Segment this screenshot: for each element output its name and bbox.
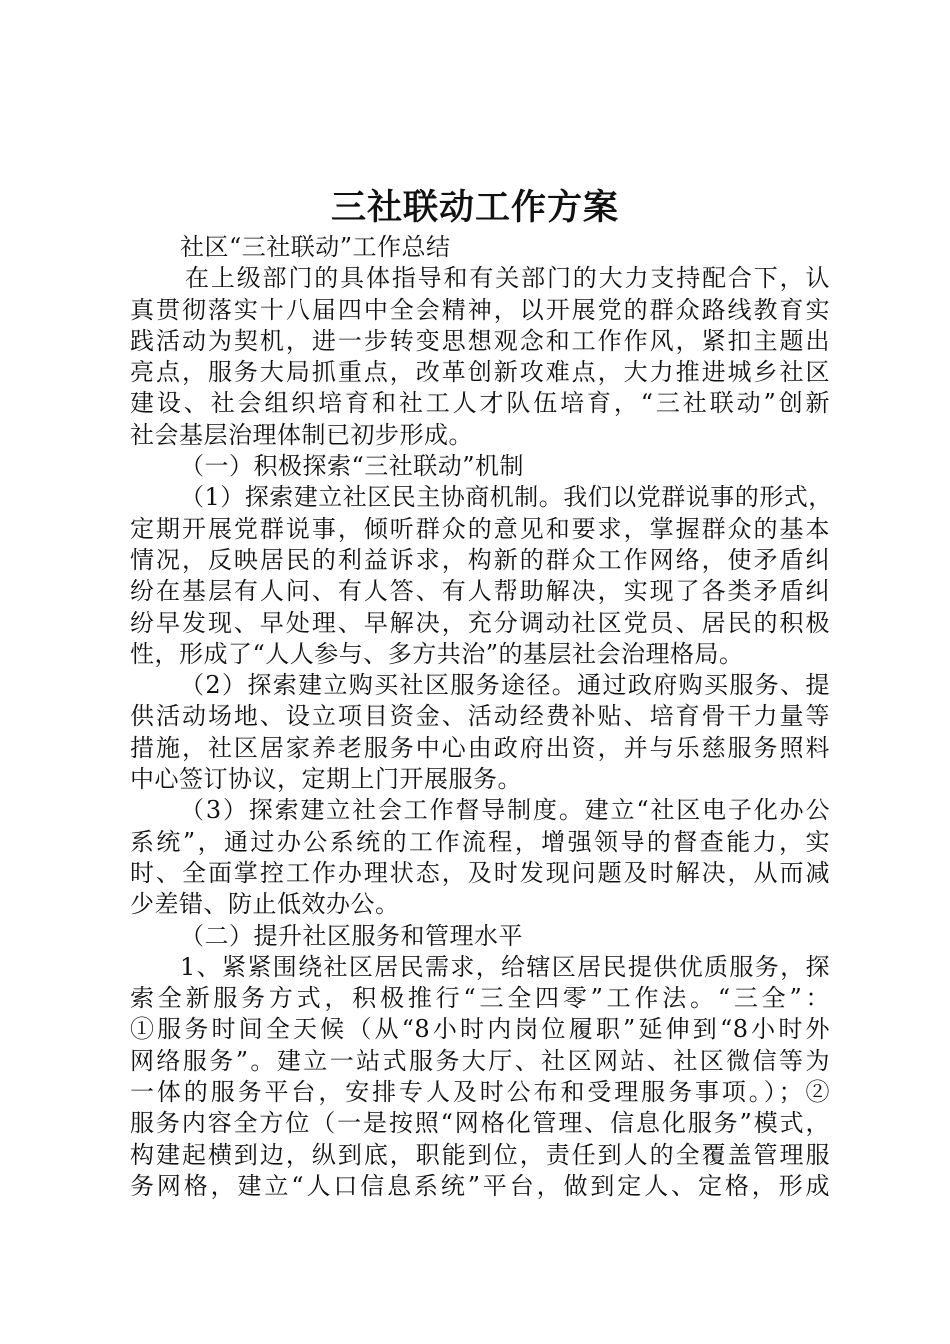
section-heading: （二）提升社区服务和管理水平 <box>180 921 523 950</box>
paragraph-line: 中心签订协议，定期上门开展服务。 <box>130 765 522 794</box>
paragraph-line: 一体的服务平台，安排专人及时公布和受理服务事项。）；② <box>130 1078 830 1107</box>
paragraph-line: 少差错、防止低效办公。 <box>130 890 400 919</box>
paragraph-line: （3）探索建立社会工作督导制度。建立“社区电子化办公 <box>180 796 830 825</box>
paragraph-line: 网络服务”。建立一站式服务大厅、社区网站、社区微信等为 <box>130 1046 830 1075</box>
paragraph-line: 亮点，服务大局抓重点，改革创新攻难点，大力推进城乡社区 <box>130 358 830 387</box>
paragraph-line: 服务内容全方位（一是按照“网格化管理、信息化服务”模式， <box>130 1109 830 1138</box>
paragraph-line: （1）探索建立社区民主协商机制。我们以党群说事的形式， <box>180 483 833 512</box>
document-body <box>130 232 833 1202</box>
paragraph-line: 系统”，通过办公系统的工作流程，增强领导的督查能力，实 <box>130 827 830 856</box>
paragraph-line: 务网格，建立“人口信息系统”平台，做到定人、定格，形成 <box>130 1171 830 1200</box>
paragraph-line: 真贯彻落实十八届四中全会精神，以开展党的群众路线教育实 <box>130 295 830 324</box>
paragraph-line: 性，形成了“人人参与、多方共治”的基层社会治理格局。 <box>130 639 744 668</box>
paragraph-line: 纷在基层有人问、有人答、有人帮助解决，实现了各类矛盾纠 <box>130 577 830 606</box>
paragraph-line: ①服务时间全天候（从“8小时内岗位履职”延伸到“8小时外 <box>130 1015 830 1044</box>
paragraph-line: 构建起横到边，纵到底，职能到位，责任到人的全覆盖管理服 <box>130 1140 830 1169</box>
paragraph-line: 情况，反映居民的利益诉求，构新的群众工作网络，使矛盾纠 <box>130 545 830 574</box>
paragraph-line: 1、紧紧围绕社区居民需求，给辖区居民提供优质服务，探 <box>180 952 830 981</box>
paragraph-line: 建设、社会组织培育和社工人才队伍培育，“三社联动”创新 <box>130 389 830 418</box>
paragraph-line: 索全新服务方式，积极推行“三全四零”工作法。“三全”： <box>130 984 830 1013</box>
paragraph-line: 措施，社区居家养老服务中心由政府出资，并与乐慈服务照料 <box>130 733 830 762</box>
paragraph-line: 时、全面掌控工作办理状态，及时发现问题及时解决，从而减 <box>130 858 830 887</box>
paragraph-line: 纷早发现、早处理、早解决，充分调动社区党员、居民的积极 <box>130 608 830 637</box>
paragraph-line: 社会基层治理体制已初步形成。 <box>130 420 473 449</box>
paragraph-line: 供活动场地、设立项目资金、活动经费补贴、培育骨干力量等 <box>130 702 830 731</box>
subtitle-line: 社区“三社联动”工作总结 <box>180 233 451 261</box>
document-title: 三社联动工作方案 <box>330 187 619 228</box>
section-heading: （一）积极探索“三社联动”机制 <box>180 452 525 481</box>
paragraph-line: 践活动为契机，进一步转变思想观念和工作作风，紧扣主题出 <box>130 326 830 355</box>
paragraph-line: （2）探索建立购买社区服务途径。通过政府购买服务、提 <box>180 671 830 700</box>
paragraph-line: 定期开展党群说事，倾听群众的意见和要求，掌握群众的基本 <box>130 514 830 543</box>
paragraph-line: 在上级部门的具体指导和有关部门的大力支持配合下，认 <box>185 264 830 293</box>
